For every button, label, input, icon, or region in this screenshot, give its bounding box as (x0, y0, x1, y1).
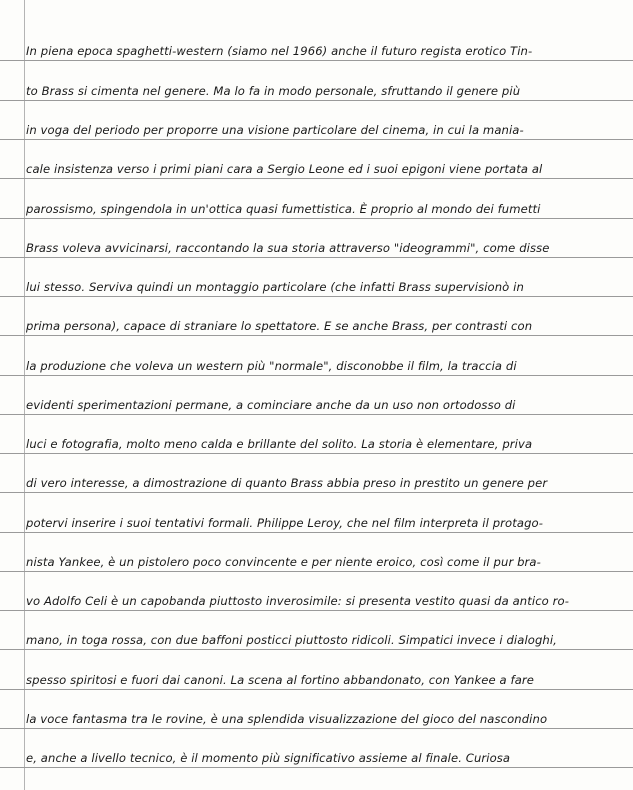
text-line: cale insistenza verso i primi piani cara a Sergio Leone ed i suoi epigoni viene portata al (26, 162, 543, 176)
text-line: e, anche a livello tecnico, è il momento più significativo assieme al finale. Curiosa (26, 751, 511, 765)
text-line: in voga del periodo per proporre una visione particolare del cinema, in cui la mania- (26, 123, 524, 137)
ruled-line (0, 767, 633, 768)
text-line: vo Adolfo Celi è un capobanda piuttosto inverosimile: si presenta vestito quasi da antico ro- (26, 594, 569, 608)
ruled-line (0, 218, 633, 219)
text-line: mano, in toga rossa, con due baffoni posticci piuttosto ridicoli. Simpatici invece i dialoghi, (26, 633, 557, 647)
text-line: Brass voleva avvicinarsi, raccontando la sua storia attraverso "ideogrammi", come disse (26, 241, 550, 255)
text-line: spesso spiritosi e fuori dai canoni. La scena al fortino abbandonato, con Yankee a fare (26, 673, 535, 687)
ruled-line (0, 728, 633, 729)
ruled-line (0, 414, 633, 415)
ruled-line (0, 689, 633, 690)
ruled-line (0, 139, 633, 140)
text-line: luci e fotografia, molto meno calda e brillante del solito. La storia è elementare, priva (26, 437, 533, 451)
text-line: prima persona), capace di straniare lo spettatore. E se anche Brass, per contrasti con (26, 319, 533, 333)
ruled-line (0, 257, 633, 258)
text-line: evidenti sperimentazioni permane, a cominciare anche da un uso non ortodosso di (26, 398, 516, 412)
text-line: In piena epoca spaghetti-western (siamo nel 1966) anche il futuro regista erotico Tin- (26, 44, 533, 58)
ruled-line (0, 532, 633, 533)
ruled-line (0, 375, 633, 376)
ruled-line (0, 178, 633, 179)
text-line: di vero interesse, a dimostrazione di quanto Brass abbia preso in prestito un genere per (26, 476, 548, 490)
text-line: la produzione che voleva un western più "normale", disconobbe il film, la traccia di (26, 359, 517, 373)
ruled-line (0, 610, 633, 611)
text-line: potervi inserire i suoi tentativi formali. Philippe Leroy, che nel film interpreta il protago- (26, 516, 544, 530)
ruled-line (0, 453, 633, 454)
text-line: parossismo, spingendola in un'ottica quasi fumettistica. È proprio al mondo dei fumetti (26, 202, 541, 216)
ruled-line (0, 492, 633, 493)
text-line: la voce fantasma tra le rovine, è una splendida visualizzazione del gioco del nascondino (26, 712, 548, 726)
ruled-line (0, 296, 633, 297)
text-line: lui stesso. Serviva quindi un montaggio particolare (che infatti Brass supervisionò in (26, 280, 524, 294)
ruled-line (0, 60, 633, 61)
ruled-line (0, 335, 633, 336)
ruled-line (0, 571, 633, 572)
text-line: nista Yankee, è un pistolero poco convincente e per niente eroico, così come il pur bra- (26, 555, 541, 569)
margin-line (24, 0, 25, 790)
text-line: to Brass si cimenta nel genere. Ma lo fa in modo personale, sfruttando il genere più (26, 84, 521, 98)
ruled-line (0, 100, 633, 101)
ruled-line (0, 649, 633, 650)
